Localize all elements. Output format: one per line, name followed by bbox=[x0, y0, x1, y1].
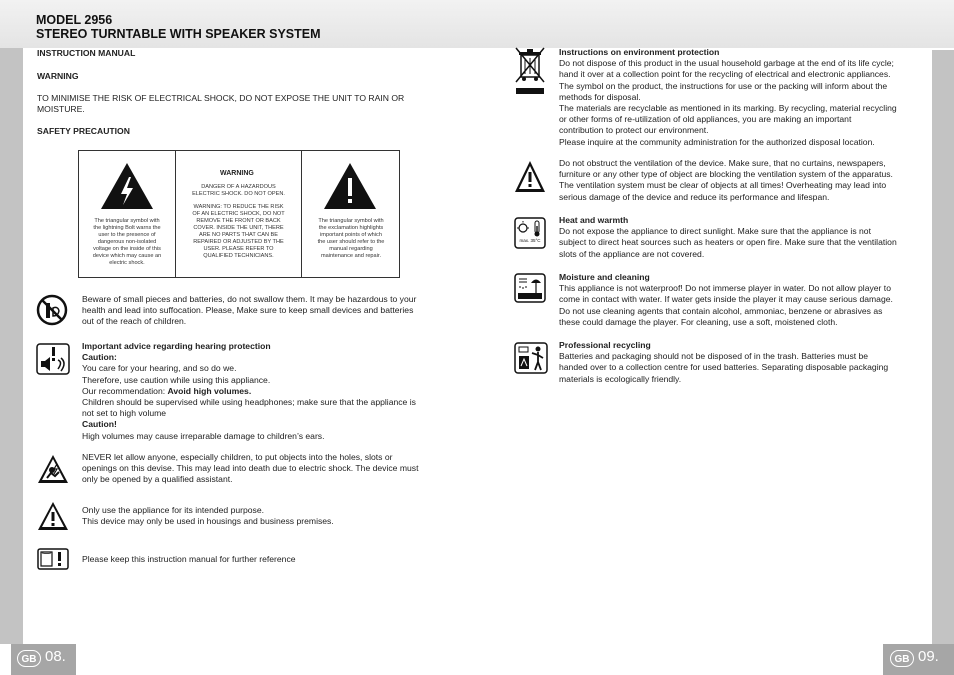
hearing-protection-icon bbox=[36, 343, 70, 375]
heat-icon-label: max. 35°C bbox=[519, 238, 541, 243]
warning-box-heading: WARNING bbox=[220, 170, 254, 177]
ventilation-text: Do not obstruct the ventilation of the device. Make sure, that no curtains, newspapers, furniture or any other type of object are blocking the ventilation system of the apparatus. The ventilation system must be clear of objects at all times! Overheating may lead into serious damage of the device and reduce its performance and lifespan. bbox=[559, 158, 893, 202]
no-swallow-icon bbox=[36, 294, 68, 326]
weee-crossed-bin-icon bbox=[514, 46, 546, 98]
lightning-symbol-text: The triangular symbol with the lightning Bolt warns the user to the presence of dangerous non-isolated voltage on the inside of this device which may cause an electric shock. bbox=[92, 218, 162, 266]
recycling-disposal-icon bbox=[514, 342, 548, 374]
safety-precaution-heading: SAFETY PRECAUTION bbox=[37, 126, 130, 136]
warning-heading: WARNING bbox=[37, 71, 79, 81]
right-margin-band bbox=[932, 50, 954, 644]
environment-section: Instructions on environment protection Do not dispose of this product in the usual household garbage at the end of its life cycle; hand it over at a collection point for the recycling of electrical and electronic appliances. The symbol on the product, the instructions for use or the packing will inform about the methods for disposal. The materials are recyclable as mentioned in its marking. By recycling, material recycling or other forms of re-utilization of old appliances, you are making an important contribution to protect our environment. Please inquire at the community administration for the authorized disposal location. bbox=[559, 47, 897, 147]
instruction-manual-label: INSTRUCTION MANUAL bbox=[37, 48, 136, 58]
small-parts-text: Beware of small pieces and batteries, do not swallow them. It may be hazardous to your health and lead into suffocation. Please, Make sure to keep small devices and batteries out of the reach of children. bbox=[82, 294, 417, 327]
recycling-section: Professional recycling Batteries and packaging should not be disposed of in the trash. Batteries must be handed over to a collection centre for used batteries. Separating disposable packaging materials is ecologically friendly. bbox=[559, 340, 889, 384]
product-subtitle: STEREO TURNTABLE WITH SPEAKER SYSTEM bbox=[36, 27, 321, 41]
gb-language-badge: GB bbox=[890, 650, 914, 667]
moisture-section: Moisture and cleaning This appliance is not waterproof! Do not immerse player in water. Do not allow player to come in contact with water. If water gets inside the player it may cause serious damage. Do not use cleaning agents that contain alcohol, ammoniac, benzene or abrasives as these could damage the player. For cleaning, use a soft, moistened cloth. bbox=[559, 272, 893, 327]
warning-box-danger-text: DANGER OF A HAZARDOUS ELECTRIC SHOCK. DO NOT OPEN. bbox=[192, 184, 285, 197]
moisture-cleaning-icon bbox=[514, 273, 546, 303]
left-page-footer bbox=[11, 644, 76, 675]
lightning-warning-icon bbox=[99, 161, 155, 211]
warning-box-risk-text: WARNING: TO REDUCE THE RISK OF AN ELECTRIC SHOCK, DO NOT REMOVE THE FRONT OR BACK COVER. INSIDE THE UNIT, THERE ARE NO PARTS THAT CAN BE REPAIRED OR ADJUSTED BY THE USER. PLEASE REFER TO QUALIFIED TECHNICIANS. bbox=[192, 204, 285, 259]
heat-temperature-icon bbox=[514, 217, 546, 249]
intended-use-text: Only use the appliance for its intended purpose. This device may only be used in housings and business premises. bbox=[82, 505, 334, 527]
right-page-footer bbox=[883, 644, 954, 675]
page-number: 08. bbox=[45, 648, 66, 665]
hearing-section: Important advice regarding hearing protection Caution: You care for your hearing, and so do we. Therefore, use caution while using this appliance. Our recommendation: Avoid high volumes. Children should be supervised while using headphones; make sure that the appliance is not set to high volume Caution! High volumes may cause irreparable damage to children’s ears. bbox=[82, 341, 416, 441]
keep-manual-text: Please keep this instruction manual for further reference bbox=[82, 554, 296, 564]
heat-section: Heat and warmth Do not expose the appliance to direct sunlight. Make sure that the appliance is not subject to direct heat sources such as heaters or open fire. Make sure that the ventilation slots of the appliance are not covered. bbox=[559, 215, 897, 259]
model-title: MODEL 2956 bbox=[36, 13, 113, 27]
caution-exclamation-icon bbox=[37, 501, 69, 531]
exclamation-warning-icon bbox=[322, 161, 378, 211]
ventilation-warning-icon bbox=[514, 160, 546, 194]
never-objects-text: NEVER let allow anyone, especially children, to put objects into the holes, slots or openings on this devise. This may lead into death due to electric shock. The device must only be opened by a qualified assistant. bbox=[82, 452, 419, 485]
warning-text: TO MINIMISE THE RISK OF ELECTRICAL SHOCK, DO NOT EXPOSE THE UNIT TO RAIN OR MOISTURE. bbox=[37, 93, 405, 115]
exclamation-symbol-text: The triangular symbol with the exclamation highlights important points of which the user should refer to the manual regarding maintenance and repair. bbox=[317, 218, 385, 259]
electric-shock-hazard-icon bbox=[37, 454, 69, 484]
left-margin-band bbox=[0, 48, 23, 644]
manual-book-icon bbox=[37, 548, 69, 570]
warning-box bbox=[78, 150, 400, 278]
page-number: 09. bbox=[918, 648, 939, 665]
gb-language-badge: GB bbox=[17, 650, 41, 667]
